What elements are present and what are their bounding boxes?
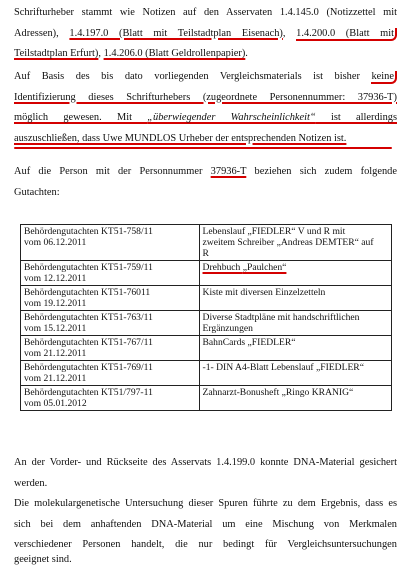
bracketed-keine: keine [371, 71, 397, 84]
text-segment: geeignet sind. [14, 554, 72, 565]
text-segment: ist allerdings [315, 112, 397, 123]
subject-text: Diverse Stadtpläne mit handschriftlichen [202, 312, 360, 323]
subject-text: -1- DIN A4-Blatt Lebenslauf „FIEDLER“ [202, 362, 364, 373]
subject-text: Kiste mit diversen Einzelzetteln [202, 287, 326, 298]
text-segment: Adressen), [14, 27, 70, 39]
text-segment: , [282, 27, 297, 39]
text-line [14, 554, 397, 565]
underlined-teilstadtplan-erfurt: Teilstadtplan Erfurt) [14, 48, 99, 59]
underlined-line-identifizierung [14, 88, 397, 109]
text-line [14, 3, 397, 24]
text-line [14, 474, 397, 495]
text-segment: sich bei dem anhaftenden DNA-Material um eine Mischung von Merkmalen [14, 518, 397, 530]
report-id: Behördengutachten KT51-758/11 [24, 226, 153, 237]
red-underline-stroke [14, 147, 392, 149]
table-cell-subject [199, 386, 391, 411]
text-line [14, 515, 397, 536]
table-cell-subject [199, 336, 391, 361]
text-segment: Auf die Person mit der Personnummer [14, 166, 211, 177]
text-segment: Gutachten: [14, 186, 60, 198]
paragraph-identification [14, 67, 397, 149]
italic-probability-phrase: „überwiegender Wahrscheinlichkeit“ [147, 112, 316, 123]
report-date: vom 06.12.2011 [24, 237, 87, 248]
underlined-line-moeglich [14, 108, 397, 129]
underlined-exhibit-1-4-197: 1.4.197.0 (Blatt mit Teilstadtplan Eisenach) [69, 27, 283, 39]
report-id: Behördengutachten KT51-767/11 [24, 337, 153, 348]
table-row [21, 311, 392, 336]
text-segment: . [245, 48, 248, 59]
text-segment: Schrifturheber stammt wie Notizen auf den Asservaten 1.4.145.0 (Notizzettel mit [14, 7, 397, 18]
subject-text: Ergänzungen [202, 323, 253, 334]
table-cell-report [21, 225, 200, 261]
reports-table [20, 224, 392, 411]
text-line [14, 162, 397, 183]
report-id: Behördengutachten KT51-76011 [24, 287, 151, 298]
table-row [21, 386, 392, 411]
text-line [14, 44, 397, 65]
report-date: vom 21.12.2011 [24, 373, 87, 384]
subject-text: Zahnarzt-Bonusheft „Ringo KRANIG“ [202, 387, 354, 398]
text-line [14, 24, 397, 45]
report-date: vom 21.12.2011 [24, 348, 87, 359]
underlined-exhibit-1-4-206: 1.4.206.0 (Blatt Geldrollenpapier) [103, 48, 246, 59]
subject-prefix: Drehbuch [202, 262, 243, 273]
text-line [14, 535, 397, 556]
text-segment: An der Vorder- und Rückseite des Asservats 1.4.199.0 konnte DNA-Material gesichert [14, 457, 397, 468]
table-cell-report [21, 261, 200, 286]
subject-text: zweitem Schreiber „Andreas DEMTER“ auf [202, 237, 374, 248]
table-cell-subject [199, 286, 391, 311]
table-row [21, 336, 392, 361]
text-line [14, 494, 397, 515]
underlined-line-mundlos [14, 129, 397, 150]
text-segment: Identifizierung dieses Schrifturhebers (zugeordnete Personennummer: 37936-T) [14, 91, 397, 103]
report-date: vom 05.01.2012 [24, 398, 87, 409]
subject-text: BahnCards „FIEDLER“ [202, 337, 296, 348]
underlined-person-number: 37936-T [210, 166, 247, 177]
table-row [21, 361, 392, 386]
report-date: vom 12.12.2011 [24, 273, 87, 284]
text-segment: , [98, 48, 104, 59]
table-cell-report [21, 311, 200, 336]
table-cell-subject [199, 361, 391, 386]
subject-text [203, 262, 388, 273]
paragraph-dna-result-end [14, 554, 397, 565]
table-cell-report [21, 286, 200, 311]
text-segment: auszuschließen, dass Uwe MUNDLOS Urheber der entsprechenden Notizen ist. [14, 132, 347, 144]
text-line [14, 67, 397, 88]
table-row [21, 286, 392, 311]
text-segment: Die molekulargenetische Untersuchung dieser Spuren führte zu dem Ergebnis, dass es [14, 498, 397, 509]
underlined-paulchen: „Paulchen“ [242, 262, 287, 273]
table-cell-subject [199, 261, 391, 286]
report-id: Behördengutachten KT51-769/11 [24, 362, 153, 373]
table-cell-subject [199, 311, 391, 336]
paragraph-dna-sample [14, 453, 397, 494]
text-line [14, 183, 397, 204]
report-id: Behördengutachten KT51-759/11 [24, 262, 153, 273]
text-segment: werden. [14, 477, 48, 489]
table-cell-report [21, 336, 200, 361]
report-id: Behördengutachten KT51/797-11 [24, 387, 153, 398]
paragraph-dna-result [14, 494, 397, 556]
table-row [21, 225, 392, 261]
table-cell-report [21, 361, 200, 386]
paragraph-writer-origin [14, 3, 397, 65]
subject-text: R [202, 248, 209, 259]
paragraph-person-number [14, 162, 397, 203]
text-segment: möglich gewesen. Mit [14, 112, 148, 123]
table-row [21, 261, 392, 286]
text-segment: verschiedener Personen handelt, die nur bedingt für Vergleichsuntersuchungen [14, 539, 397, 550]
bracketed-exhibit-1-4-200: 1.4.200.0 (Blatt mit [296, 28, 397, 41]
text-segment: beziehen sich zudem folgende [246, 166, 397, 177]
table-cell-report [21, 386, 200, 411]
text-segment: Auf Basis des bis dato vorliegenden Vergleichsmaterials ist bisher [14, 71, 372, 82]
report-id: Behördengutachten KT51-763/11 [24, 312, 153, 323]
report-date: vom 19.12.2011 [24, 298, 87, 309]
table-cell-subject [199, 225, 391, 261]
report-date: vom 15.12.2011 [24, 323, 87, 334]
subject-text: Lebenslauf „FIEDLER“ V und R mit [202, 226, 346, 237]
text-line [14, 453, 397, 474]
